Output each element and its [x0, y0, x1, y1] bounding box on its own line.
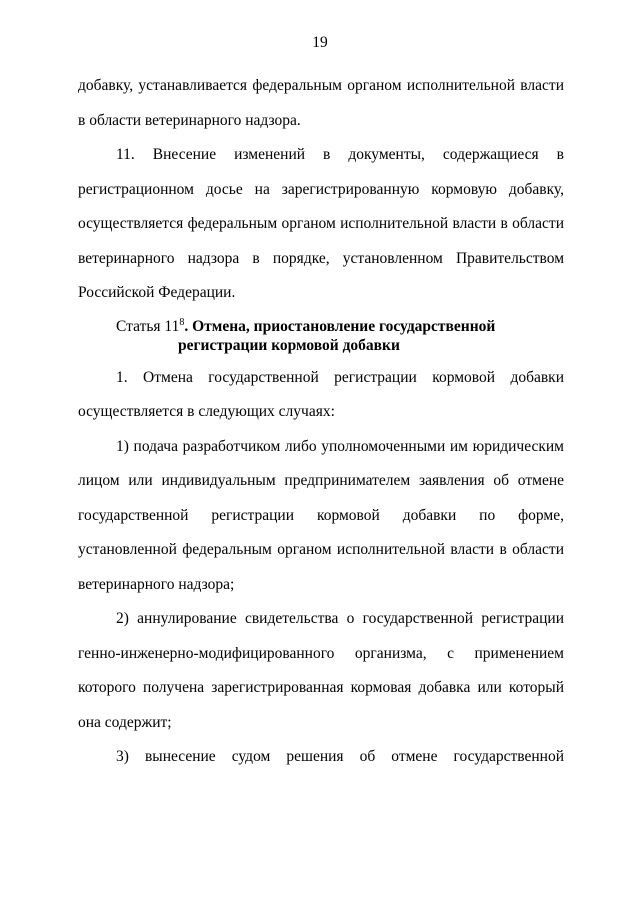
page-number: 19 — [312, 34, 328, 51]
paragraph-continuation: добавку, устанавливается федеральным органом исполнительной власти в области ветеринарного надзора. — [78, 77, 564, 129]
paragraph-subitem-3: 3) вынесение судом решения об отмене государственной — [116, 748, 564, 765]
article-heading-line-2 — [78, 336, 564, 355]
article-superscript: 8 — [179, 316, 185, 328]
paragraph-subitem-2: 2) аннулирование свидетельства о государственной регистрации генно-инженерно-модифицированного организма, с применением которого получена зарегистрированная кормовая добавка или который она содержит; — [78, 610, 564, 731]
article-heading — [78, 317, 564, 355]
paragraph-subitem-1: 1) подача разработчиком либо уполномоченными им юридическим лицом или индивидуальным предпринимателем заявления об отмене государственной регистрации кормовой добавки по форме, установленной федеральным органом исполнительной власти в области ветеринарного надзора; — [78, 437, 564, 593]
paragraph-article-item-1: 1. Отмена государственной регистрации кормовой добавки осуществляется в следующих случаях: — [78, 368, 564, 420]
document-body — [78, 69, 564, 775]
article-title-part-2: регистрации кормовой добавки — [178, 336, 400, 354]
article-prefix: Статья 11 — [116, 317, 180, 335]
article-title-part-1: . Отмена, приостановление государственной — [184, 317, 496, 335]
article-heading-line-1 — [78, 317, 564, 336]
paragraph-item-11: 11. Внесение изменений в документы, содержащиеся в регистрационном досье на зарегистрированную кормовую добавку, осуществляется федеральным органом исполнительной власти в области ветеринарного надзора в порядке, установленном Правительством Российской Федерации. — [78, 146, 564, 301]
